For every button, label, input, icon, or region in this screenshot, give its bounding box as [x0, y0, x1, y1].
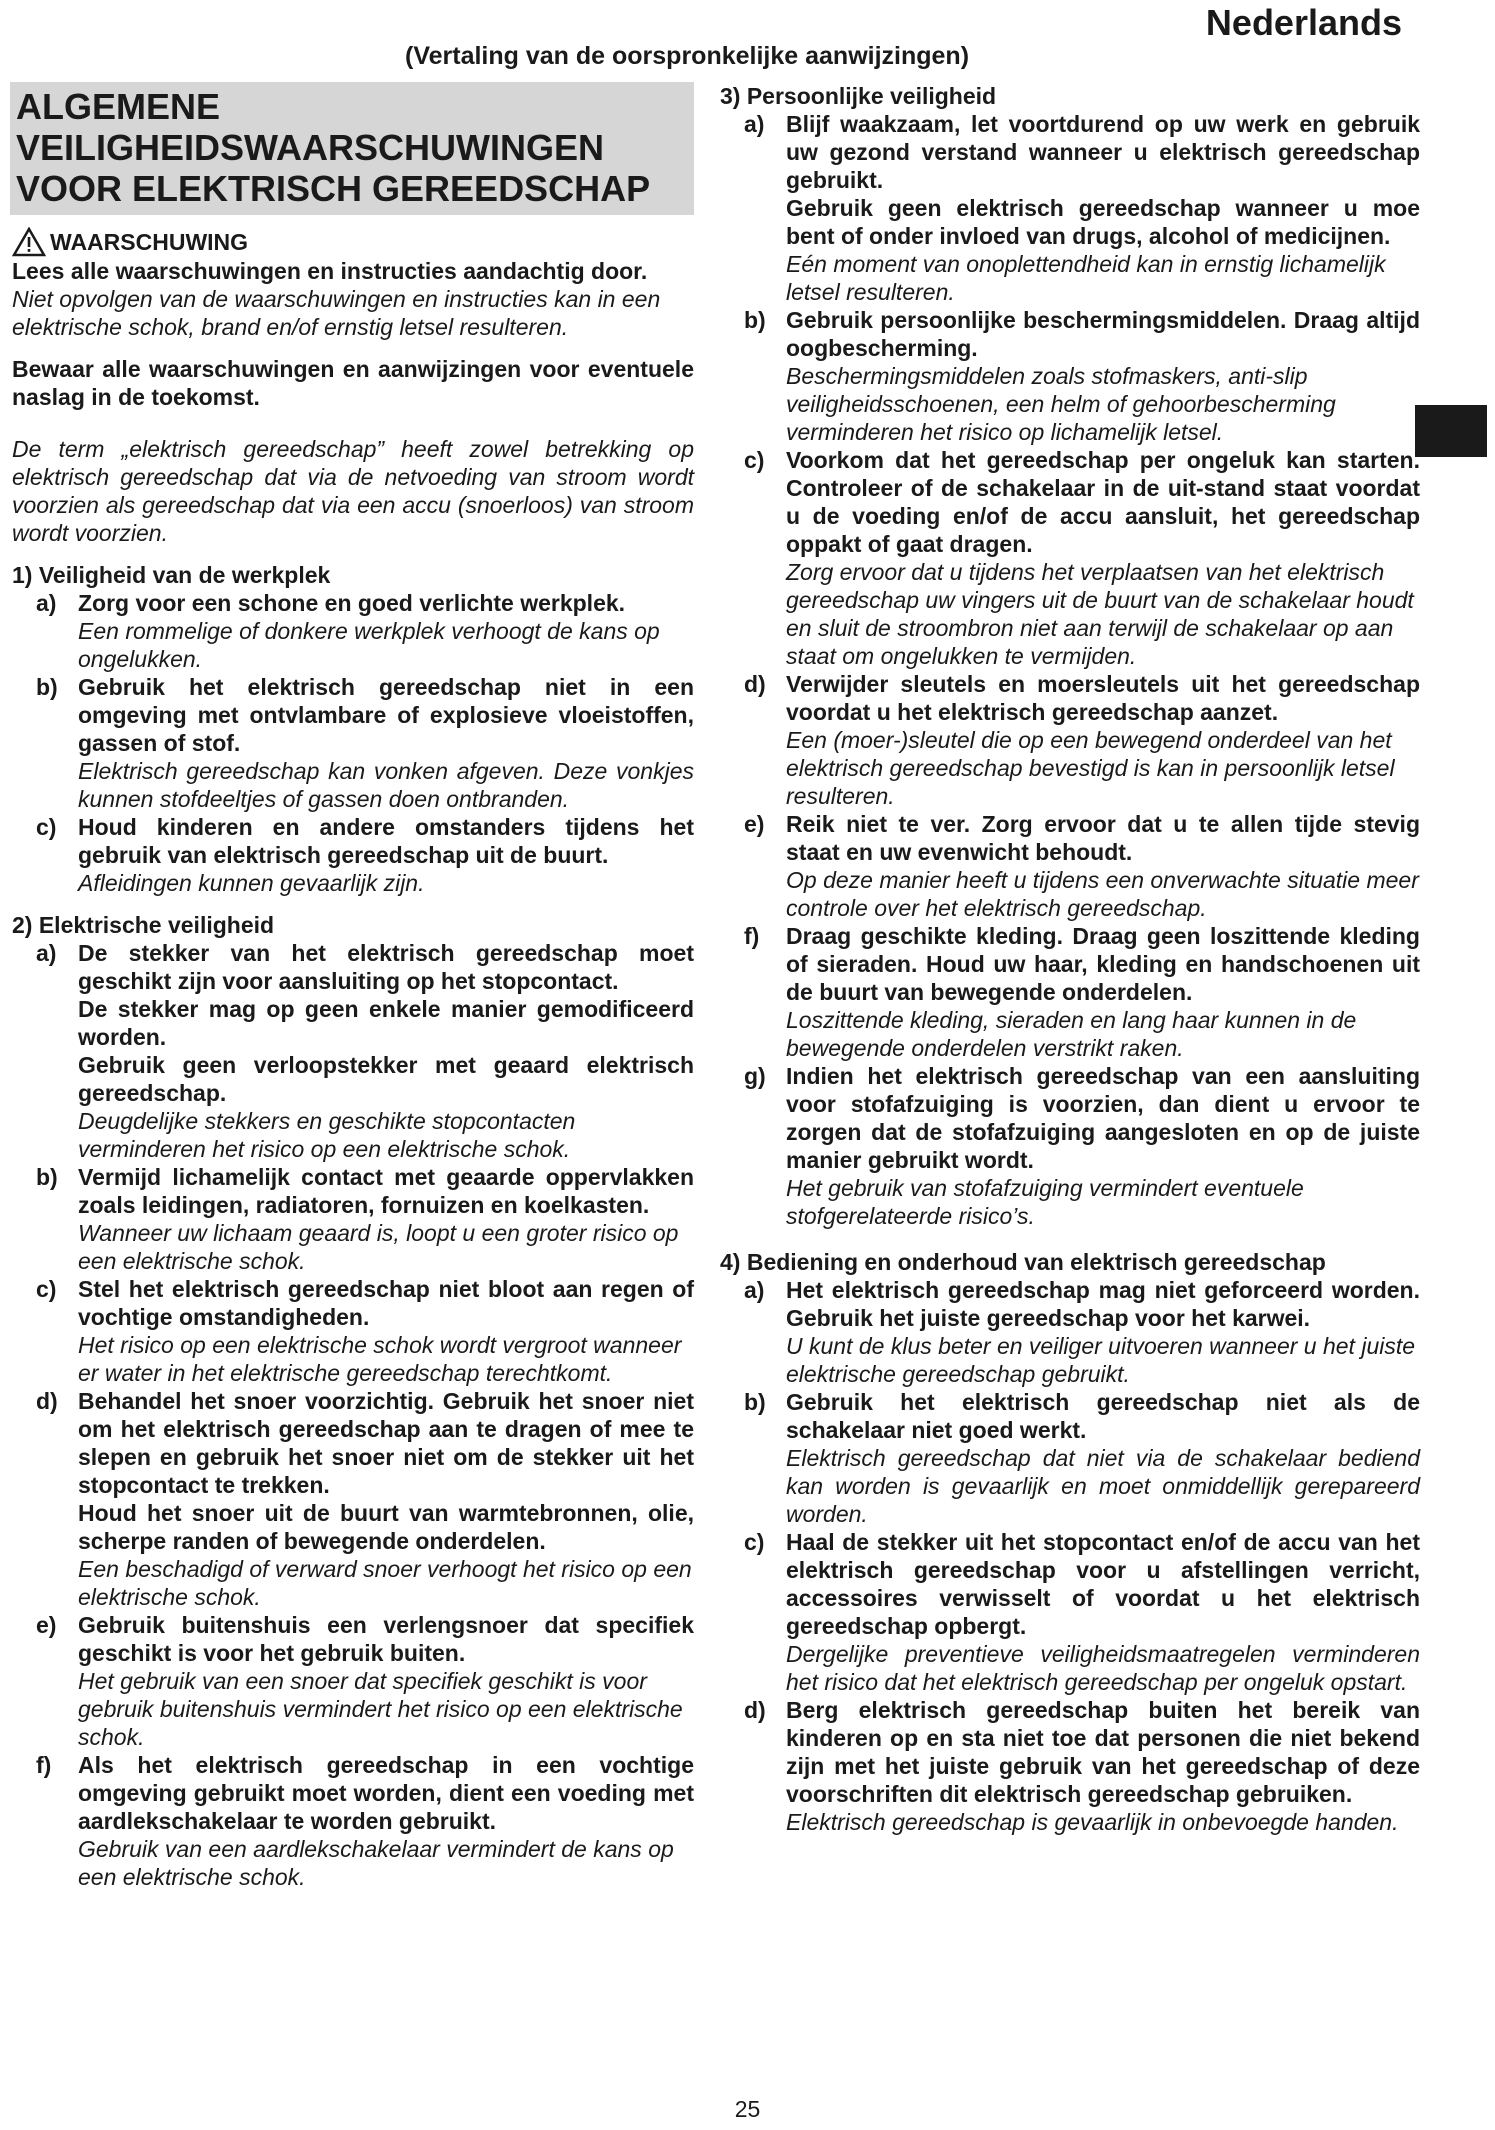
item-italic-text: Afleidingen kunnen gevaarlijk zijn. [78, 870, 425, 896]
section-3-title: 3) Persoonlijke veiligheid [720, 83, 997, 109]
list-item [36, 813, 694, 897]
warning-triangle-icon [12, 227, 46, 257]
item-bold-text: Voorkom dat het gereedschap per ongeluk kan starten. Controleer of de schakelaar in de uit-stand staat voordat u de voeding en/of de accu aansluit, het gereedschap oppakt of gaat dragen. [786, 447, 1420, 557]
list-item [744, 810, 1420, 922]
section-3-items [720, 110, 1420, 1230]
item-italic-text: Beschermingsmiddelen zoals stofmaskers, anti-slip veiligheidsschoenen, een helm of gehoorbescherming verminderen het risico op lichamelijk letsel. [786, 363, 1336, 445]
section-2-title: 2) Elektrische veiligheid [12, 912, 275, 938]
keep-instructions-text: Bewaar alle waarschuwingen en aanwijzingen voor eventuele naslag in de toekomst. [12, 356, 694, 410]
item-bold-text: Gebruik buitenshuis een verlengsnoer dat specifiek geschikt is voor het gebruik buiten. [78, 1612, 694, 1666]
list-item [36, 1751, 694, 1891]
item-italic-text: Elektrisch gereedschap kan vonken afgeven. Deze vonkjes kunnen stofdeeltjes of gassen doen ontbranden. [78, 758, 694, 812]
item-bold-text: Verwijder sleutels en moersleutels uit het gereedschap voordat u het elektrisch gereedschap aanzet. [786, 671, 1420, 725]
item-label: b) [36, 1164, 58, 1190]
item-bold-text: De stekker van het elektrisch gereedschap moet geschikt zijn voor aansluiting op het stopcontact. [78, 940, 694, 994]
item-bold-text: Houd het snoer uit de buurt van warmtebronnen, olie, scherpe randen of bewegende onderdelen. [78, 1500, 694, 1554]
item-italic-text: Loszittende kleding, sieraden en lang haar kunnen in de bewegende onderdelen verstrikt raken. [786, 1007, 1357, 1061]
warning-bold-text: Lees alle waarschuwingen en instructies aandachtig door. [12, 258, 648, 284]
list-item [36, 1387, 694, 1611]
list-item [744, 1276, 1420, 1388]
item-label: g) [744, 1063, 766, 1089]
list-item [744, 110, 1420, 306]
left-column [12, 82, 694, 1891]
list-item [36, 673, 694, 813]
item-bold-text: Zorg voor een schone en goed verlichte werkplek. [78, 590, 626, 616]
item-italic-text: Het gebruik van stofafzuiging vermindert eventuele stofgerelateerde risico’s. [786, 1175, 1304, 1229]
item-bold-text: Gebruik het elektrisch gereedschap niet in een omgeving met ontvlambare of explosieve vloeistoffen, gassen of stof. [78, 674, 694, 756]
item-bold-text: Houd kinderen en andere omstanders tijdens het gebruik van elektrisch gereedschap uit de buurt. [78, 814, 694, 868]
list-item [744, 1696, 1420, 1836]
item-label: c) [744, 447, 765, 473]
section-1-items [12, 589, 694, 897]
item-label: c) [36, 814, 57, 840]
right-column [720, 82, 1420, 1836]
section-2-items [12, 939, 694, 1891]
warning-italic-text: Niet opvolgen van de waarschuwingen en instructies kan in een elektrische schok, brand en/of ernstig letsel resulteren. [12, 286, 661, 340]
warning-label: WAARSCHUWING [50, 229, 249, 255]
page-number: 25 [734, 2096, 761, 2122]
list-item [744, 922, 1420, 1062]
item-bold-text: Behandel het snoer voorzichtig. Gebruik het snoer niet om het elektrisch gereedschap aan te dragen of mee te slepen en gebruik het snoer niet om de stekker uit het stopcontact te trekken. [78, 1388, 694, 1498]
item-label: c) [36, 1276, 57, 1302]
item-bold-text: Gebruik geen elektrisch gereedschap wanneer u moe bent of onder invloed van drugs, alcohol of medicijnen. [786, 195, 1420, 249]
item-italic-text: Een (moer-)sleutel die op een bewegend onderdeel van het elektrisch gereedschap bevestigd is kan in persoonlijk letsel resulteren. [786, 727, 1395, 809]
item-bold-text: Haal de stekker uit het stopcontact en/of de accu van het elektrisch gereedschap voor u afstellingen verricht, accessoires verwisselt of voordat u het elektrisch gereedschap opbergt. [786, 1529, 1420, 1639]
item-label: a) [744, 1277, 765, 1303]
item-label: f) [744, 923, 760, 949]
item-bold-text: Blijf waakzaam, let voortdurend op uw werk en gebruik uw gezond verstand wanneer u elektrisch gereedschap gebruikt. [786, 111, 1420, 193]
item-italic-text: Een beschadigd of verward snoer verhoogt het risico op een elektrische schok. [78, 1556, 692, 1610]
section-4-items [720, 1276, 1420, 1836]
list-item [36, 1275, 694, 1387]
item-bold-text: Het elektrisch gereedschap mag niet geforceerd worden. Gebruik het juiste gereedschap voor het karwei. [786, 1277, 1420, 1331]
item-label: b) [744, 1389, 766, 1415]
language-thumb-tab [1415, 405, 1487, 457]
item-label: e) [744, 811, 765, 837]
warning-heading [12, 227, 694, 257]
item-label: a) [36, 590, 57, 616]
list-item [36, 939, 694, 1163]
item-italic-text: Zorg ervoor dat u tijdens het verplaatsen van het elektrisch gereedschap uw vingers uit de buurt van de schakelaar houdt en sluit de stroombron niet aan terwijl de schakelaar op aan staat om ongelukken te vermijden. [786, 559, 1414, 669]
item-bold-text: Vermijd lichamelijk contact met geaarde oppervlakken zoals leidingen, radiatoren, fornuizen en koelkasten. [78, 1164, 694, 1218]
item-label: d) [744, 671, 766, 697]
section-4-title: 4) Bediening en onderhoud van elektrisch gereedschap [720, 1249, 1326, 1275]
list-item [744, 1528, 1420, 1696]
item-italic-text: Wanneer uw lichaam geaard is, loopt u een groter risico op een elektrische schok. [78, 1220, 679, 1274]
item-italic-text: Elektrisch gereedschap dat niet via de schakelaar bediend kan worden is gevaarlijk en moet onmiddellijk gerepareerd worden. [786, 1445, 1420, 1527]
item-label: a) [36, 940, 57, 966]
item-italic-text: U kunt de klus beter en veiliger uitvoeren wanneer u het juiste elektrische gereedschap gebruikt. [786, 1333, 1416, 1387]
list-item [36, 1163, 694, 1275]
term-definition-text: De term „elektrisch gereedschap” heeft zowel betrekking op elektrisch gereedschap dat via de netvoeding van stroom wordt voorzien als gereedschap dat via een accu (snoerloos) van stroom wordt voorzien. [12, 436, 694, 546]
list-item [744, 1062, 1420, 1230]
item-label: f) [36, 1752, 52, 1778]
language-heading: Nederlands [1205, 2, 1402, 43]
section-title: ALGEMENE VEILIGHEIDSWAARSCHUWINGEN VOOR ELEKTRISCH GEREEDSCHAP [10, 82, 694, 215]
item-italic-text: Op deze manier heeft u tijdens een onverwachte situatie meer controle over het elektrisch gereedschap. [786, 867, 1419, 921]
section-1-title: 1) Veiligheid van de werkplek [12, 562, 331, 588]
list-item [744, 670, 1420, 810]
item-bold-text: Gebruik geen verloopstekker met geaard elektrisch gereedschap. [78, 1052, 694, 1106]
item-label: a) [744, 111, 765, 137]
item-italic-text: Deugdelijke stekkers en geschikte stopcontacten verminderen het risico op een elektrische schok. [78, 1108, 576, 1162]
item-bold-text: Als het elektrisch gereedschap in een vochtige omgeving gebruikt moet worden, dient een voeding met aardlekschakelaar te worden gebruikt. [78, 1752, 694, 1834]
item-bold-text: Draag geschikte kleding. Draag geen loszittende kleding of sieraden. Houd uw haar, kleding en handschoenen uit de buurt van bewegende onderdelen. [786, 923, 1420, 1005]
item-label: b) [36, 674, 58, 700]
item-italic-text: Eén moment van onoplettendheid kan in ernstig lichamelijk letsel resulteren. [786, 251, 1386, 305]
item-italic-text: Dergelijke preventieve veiligheidsmaatregelen verminderen het risico dat het elektrisch gereedschap per ongeluk opstart. [786, 1641, 1420, 1695]
list-item [744, 1388, 1420, 1528]
translation-subtitle: (Vertaling van de oorspronkelijke aanwijzingen) [405, 42, 970, 70]
item-bold-text: Stel het elektrisch gereedschap niet bloot aan regen of vochtige omstandigheden. [78, 1276, 694, 1330]
list-item [36, 1611, 694, 1751]
item-italic-text: Gebruik van een aardlekschakelaar vermindert de kans op een elektrische schok. [78, 1836, 674, 1890]
item-italic-text: Elektrisch gereedschap is gevaarlijk in onbevoegde handen. [786, 1809, 1399, 1835]
item-label: e) [36, 1612, 57, 1638]
item-italic-text: Het risico op een elektrische schok wordt vergroot wanneer er water in het elektrische gereedschap terechtkomt. [78, 1332, 682, 1386]
item-label: c) [744, 1529, 765, 1555]
list-item [744, 306, 1420, 446]
item-bold-text: Indien het elektrisch gereedschap van een aansluiting voor stofafzuiging is voorzien, dan dient u ervoor te zorgen dat de stofafzuiging aangesloten en op de juiste manier gebruikt wordt. [786, 1063, 1420, 1173]
list-item [36, 589, 694, 673]
item-bold-text: De stekker mag op geen enkele manier gemodificeerd worden. [78, 996, 694, 1050]
item-bold-text: Berg elektrisch gereedschap buiten het bereik van kinderen op en sta niet toe dat personen die niet bekend zijn met het juiste gebruik van het gereedschap of deze voorschriften dit elektrisch gereedschap gebruiken. [786, 1697, 1420, 1807]
item-italic-text: Een rommelige of donkere werkplek verhoogt de kans op ongelukken. [78, 618, 660, 672]
item-label: d) [744, 1697, 766, 1723]
item-bold-text: Gebruik persoonlijke beschermingsmiddelen. Draag altijd oogbescherming. [786, 307, 1420, 361]
item-label: d) [36, 1388, 58, 1414]
item-bold-text: Reik niet te ver. Zorg ervoor dat u te allen tijde stevig staat en uw evenwicht behoudt. [786, 811, 1420, 865]
item-label: b) [744, 307, 766, 333]
item-italic-text: Het gebruik van een snoer dat specifiek geschikt is voor gebruik buitenshuis vermindert het risico op een elektrische schok. [78, 1668, 683, 1750]
list-item [744, 446, 1420, 670]
item-bold-text: Gebruik het elektrisch gereedschap niet als de schakelaar niet goed werkt. [786, 1389, 1420, 1443]
